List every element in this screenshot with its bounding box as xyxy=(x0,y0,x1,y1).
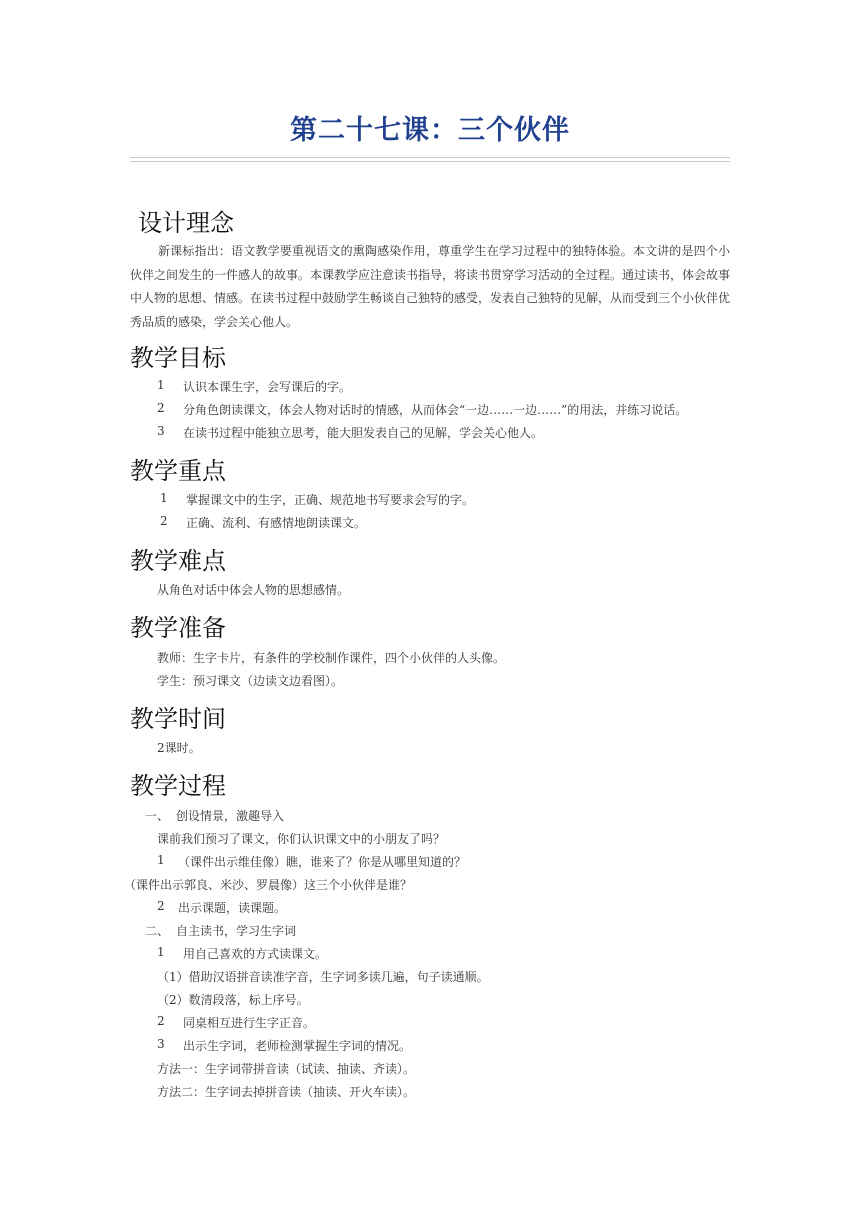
section-heading-process: 教学过程 xyxy=(130,772,226,800)
goal-item: 在读书过程中能独立思考，能大胆发表自己的见解，学会关心他人。 xyxy=(183,426,544,440)
key-item: 掌握课文中的生字，正确、规范地书写要求会写的字。 xyxy=(186,493,475,507)
key-item: 正确、流利、有感情地朗读课文。 xyxy=(186,516,367,530)
process-section-number: 一、 xyxy=(145,809,170,823)
process-section-title: 创设情景，激趣导入 xyxy=(176,809,285,823)
prep-student: 学生：预习课文（边读文边看图）。 xyxy=(157,674,344,688)
design-paragraph: 新课标指出：语文教学要重视语文的熏陶感染作用，尊重学生在学习过程中的独特体验。本文讲的是四个小伙伴之间发生的一件感人的故事。本课教学应注意读书指导，将读书贯穿学习活动的全过程。通过读书，体会故事中人物的思想、情感。在读书过程中鼓励学生畅谈自己独特的感受，发表自己独特的见解，从而受到三个小伙伴优秀品质的感染，学会关心他人。 xyxy=(130,244,731,329)
section-heading-design: 设计理念 xyxy=(138,209,234,237)
title-divider-secondary xyxy=(130,161,730,162)
process-step-number: 2 xyxy=(157,1014,165,1028)
goal-item: 认识本课生字，会写课后的字。 xyxy=(183,380,352,394)
process-line: 出示生字词，老师检测掌握生字词的情况。 xyxy=(183,1039,412,1053)
process-line: 同桌相互进行生字正音。 xyxy=(183,1016,316,1030)
goal-number: 2 xyxy=(157,401,165,415)
section-heading-difficulty: 教学难点 xyxy=(130,547,226,575)
section-heading-goals: 教学目标 xyxy=(130,344,226,372)
process-line: （1）借助汉语拼音读准字音，生字词多读几遍，句子读通顺。 xyxy=(157,970,489,984)
process-step-number: 3 xyxy=(157,1037,165,1051)
key-number: 2 xyxy=(160,514,168,528)
process-line: 方法一：生字词带拼音读（试读、抽读、齐读）。 xyxy=(157,1062,416,1076)
page-title: 第二十七课：三个伙伴 xyxy=(290,115,570,146)
process-line: （2）数清段落，标上序号。 xyxy=(157,993,309,1007)
process-line: （课件出示维佳像）瞧，谁来了？你是从哪里知道的？ xyxy=(178,855,467,869)
key-number: 1 xyxy=(160,491,168,505)
process-step-number: 1 xyxy=(157,853,165,867)
process-step-number: 2 xyxy=(157,899,165,913)
process-line: 用自己喜欢的方式读课文。 xyxy=(183,947,328,961)
goal-number: 1 xyxy=(157,378,165,392)
goal-item: 分角色朗读课文，体会人物对话时的情感，从而体会“一边……一边……”的用法，并练习说话。 xyxy=(183,403,688,417)
process-step-number: 1 xyxy=(157,945,165,959)
process-line: （课件出示郭良、米沙、罗晨像）这三个小伙伴是谁？ xyxy=(124,878,413,892)
process-line: 方法二：生字词去掉拼音读（抽读、开火车读）。 xyxy=(157,1085,416,1099)
section-heading-key: 教学重点 xyxy=(130,457,226,485)
process-section-title: 自主读书，学习生字词 xyxy=(176,924,297,938)
process-line: 课前我们预习了课文，你们认识课文中的小朋友了吗？ xyxy=(157,832,446,846)
time-text: 2课时。 xyxy=(157,741,201,755)
title-divider xyxy=(130,157,730,158)
prep-teacher: 教师：生字卡片，有条件的学校制作课件，四个小伙伴的人头像。 xyxy=(157,651,506,665)
section-heading-prep: 教学准备 xyxy=(130,614,226,642)
process-line: 出示课题，读课题。 xyxy=(178,901,287,915)
process-section-number: 二、 xyxy=(145,924,170,938)
difficulty-text: 从角色对话中体会人物的思想感情。 xyxy=(157,583,350,597)
goal-number: 3 xyxy=(157,424,165,438)
section-heading-time: 教学时间 xyxy=(130,705,226,733)
